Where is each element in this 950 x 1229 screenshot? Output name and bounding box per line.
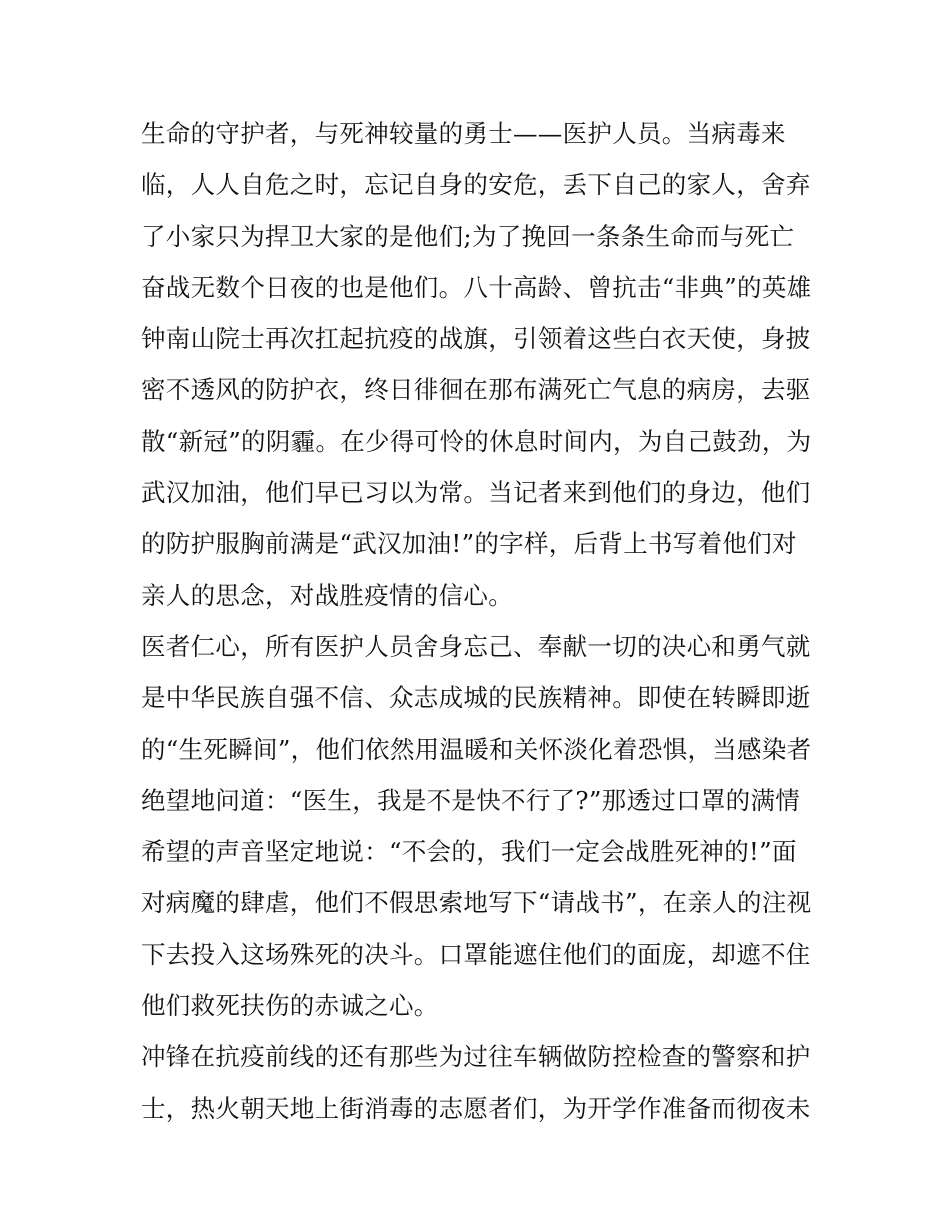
text-line: 的防护服胸前满是“武汉加油!”的字样，后背上书写着他们对 bbox=[141, 529, 797, 559]
text-line: 亲人的思念，对战胜疫情的信心。 bbox=[141, 580, 513, 610]
text-line: 士，热火朝天地上街消毒的志愿者们，为开学作准备而彻夜未 bbox=[141, 1093, 811, 1123]
text-line: 散“新冠”的阴霾。在少得可怜的休息时间内，为自己鼓劲，为 bbox=[141, 426, 812, 456]
text-line: 生命的守护者，与死神较量的勇士——医护人员。当病毒来 bbox=[141, 119, 786, 148]
text-line: 钟南山院士再次扛起抗疫的战旗，引领着这些白衣天使，身披 bbox=[141, 324, 811, 354]
body-text bbox=[141, 108, 821, 1134]
text-line: 的“生死瞬间”，他们依然用温暖和关怀淡化着恐惧，当感染者 bbox=[141, 734, 812, 764]
text-line: 奋战无数个日夜的也是他们。八十高龄、曾抗击“非典”的英雄 bbox=[141, 272, 812, 302]
text-line: 医者仁心，所有医护人员舍身忘己、奉献一切的决心和勇气就 bbox=[141, 631, 811, 661]
text-line: 临，人人自危之时，忘记自身的安危，丢下自己的家人，舍弃 bbox=[141, 170, 811, 200]
text-line: 他们救死扶伤的赤诚之心。 bbox=[141, 991, 439, 1021]
text-line: 武汉加油，他们早已习以为常。当记者来到他们的身边，他们 bbox=[141, 478, 811, 508]
text-line: 绝望地问道：“医生，我是不是快不行了?”那透过口罩的满情 bbox=[141, 785, 801, 815]
text-line: 希望的声音坚定地说：“不会的，我们一定会战胜死神的!”面 bbox=[141, 837, 797, 867]
text-line: 对病魔的肆虐，他们不假思索地写下“请战书”，在亲人的注视 bbox=[141, 888, 812, 918]
text-line: 冲锋在抗疫前线的还有那些为过往车辆做防控检查的警察和护 bbox=[141, 1042, 811, 1072]
text-line: 下去投入这场殊死的决斗。口罩能遮住他们的面庞，却遮不住 bbox=[141, 939, 811, 969]
text-line: 是中华民族自强不信、众志成城的民族精神。即使在转瞬即逝 bbox=[141, 683, 811, 713]
text-line: 密不透风的防护衣，终日徘徊在那布满死亡气息的病房，去驱 bbox=[141, 375, 811, 405]
text-line: 了小家只为捍卫大家的是他们;为了挽回一条条生命而与死亡 bbox=[141, 221, 795, 251]
